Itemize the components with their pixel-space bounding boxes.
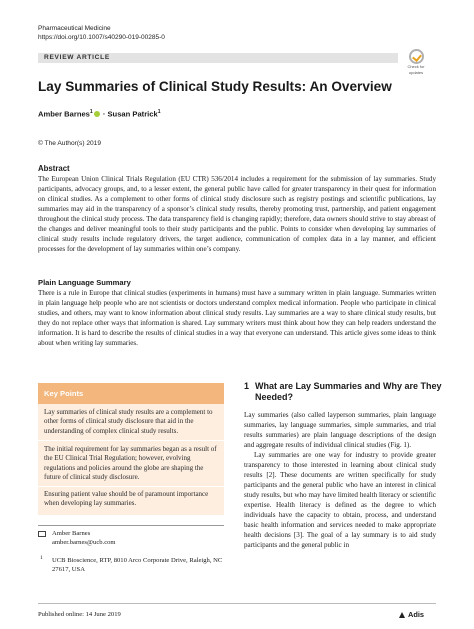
journal-header — [38, 24, 165, 42]
copyright-notice: © The Author(s) 2019 — [38, 140, 102, 147]
key-point-item: The initial requirement for lay summaries began as a result of the EU Clinical Trial Regulation; however, evolving regulations and policies around the globe are shaping the future of clinical study disclosure. — [44, 445, 217, 482]
corresponding-author: Amber Barnes — [52, 530, 91, 537]
key-points-heading: Key Points — [44, 389, 84, 398]
body-paragraph: Lay summaries are one way for industry to provide greater transparency to those interested in learning about clinical study results [2]. These documents are written specifically for study participants and the general public who have an interest in clinical study results, but who may have limited health literacy or scientific expertise. Health literacy is defined as the degree to which individuals have the capacity to obtain, process, and understand basic health information and services needed to make appropriate health decisions [3]. The goal of a lay summary is to aid study participants and the general public in — [244, 451, 436, 549]
author-1[interactable]: Amber Barnes — [38, 109, 90, 119]
author-line — [38, 109, 161, 119]
orcid-icon[interactable] — [94, 111, 100, 117]
publisher-logo: Adis — [408, 610, 425, 619]
affiliation-number: 1 — [40, 555, 43, 561]
section-title: What are Lay Summaries and Why are They Needed? — [255, 381, 442, 402]
footer-divider — [38, 603, 436, 604]
check-updates-line-2: updates — [408, 69, 424, 75]
check-for-updates-badge[interactable] — [402, 49, 430, 75]
corresponding-email[interactable]: amber.barnes@ucb.com — [52, 539, 116, 546]
author-2[interactable]: Susan Patrick — [107, 109, 158, 119]
correspondence-block — [52, 529, 116, 547]
author-separator: · — [102, 109, 106, 119]
adis-logo-icon — [399, 612, 405, 618]
check-updates-line-1: Check for — [407, 64, 425, 69]
check-updates-icon — [409, 49, 424, 64]
published-date: Published online: 14 June 2019 — [38, 611, 121, 618]
plain-language-summary-text: There is a rule in Europe that clinical studies (experiments in humans) must have a summary written in plain language. Summaries written in plain language help people who are not scientists or doctors understand complex medical information. People who participate in clinical studies, and others, may want to know information about clinical study results. Lay summaries are a way to share clinical study results, but they do not replace other ways that information is shared. Lay summary writers must think about how they can help readers understand the information. It is hard to describe the results of clinical studies in a way that everyone can understand. This article gives some ideas to think about when writing lay summaries. — [38, 289, 436, 347]
author-2-affiliation: 1 — [157, 109, 161, 115]
article-type-label: REVIEW ARTICLE — [44, 54, 110, 61]
plain-language-summary-heading: Plain Language Summary — [38, 278, 131, 287]
doi-link[interactable]: https://doi.org/10.1007/s40290-019-00285-0 — [38, 34, 165, 41]
key-point-item: Lay summaries of clinical study results are a complement to other forms of clinical study disclosure that aid in the understanding of complex clinical study results. — [44, 408, 213, 435]
section-number: 1 — [244, 381, 250, 391]
journal-name: Pharmaceutical Medicine — [38, 25, 111, 32]
key-points-divider — [38, 486, 224, 487]
key-points-divider — [38, 440, 224, 441]
section-body — [244, 410, 436, 550]
affiliation-text: UCB Bioscience, RTP, 8010 Arco Corporate Drive, Raleigh, NC 27617, USA — [52, 557, 223, 573]
key-point-item: Ensuring patient value should be of paramount importance when developing lay summaries. — [44, 490, 209, 508]
correspondence-divider — [38, 525, 224, 526]
abstract-text: The European Union Clinical Trials Regulation (EU CTR) 536/2014 includes a requirement for the submission of lay summaries. Study participants, advocacy groups, and, to a lesser extent, the general public have called for greater transparency in their quest for information on clinical studies. As a complement to other forms of clinical study disclosure such as registry postings and scientific publications, lay summaries may aid in the transparency of a sponsor’s clinical study results, thereby promoting trust, partnership, and patient engagement throughout the clinical study process. The data transparency field is changing rapidly; therefore, data owners should strive to stay abreast of the changes and deliver meaningful tools to their study participants and the public. Points to consider when developing lay summaries of clinical study results include regulatory drivers, the target audience, communication of complex data in a lay manner, and efficient processes for the development of lay summaries within one’s company. — [38, 175, 436, 253]
article-title: Lay Summaries of Clinical Study Results: An Overview — [38, 79, 392, 94]
abstract-heading: Abstract — [38, 164, 70, 173]
body-paragraph: Lay summaries (also called layperson summaries, plain language summaries, lay language summaries, simple summaries, and trial results summaries) are plain language descriptions of the design and aggregate results of individual clinical studies (Fig. 1). — [244, 411, 436, 449]
author-1-affiliation: 1 — [89, 109, 93, 115]
envelope-icon — [38, 531, 46, 537]
